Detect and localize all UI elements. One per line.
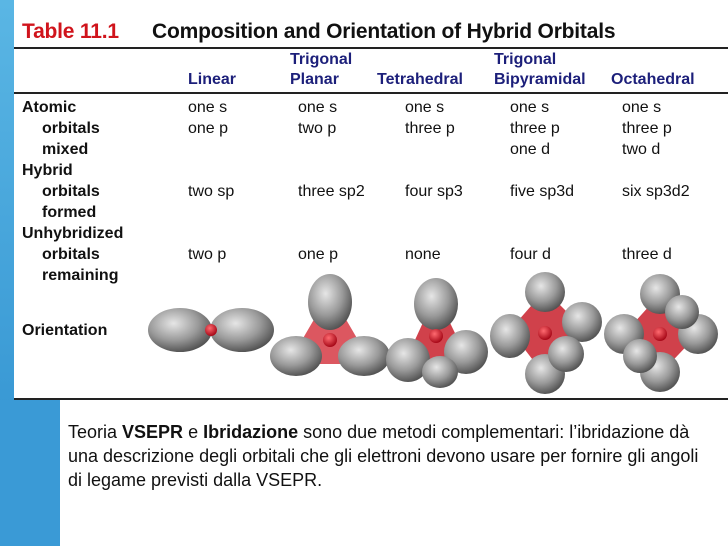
hybrid-trigonal-bipyramidal: five sp3d — [510, 183, 575, 200]
col-trigonal-planar-line2: Planar — [290, 71, 339, 88]
col-trigonal-bipyramidal-line2: Bipyramidal — [494, 71, 586, 88]
hybrid-tetrahedral: four sp3 — [405, 183, 463, 200]
hybrid-trigonal-planar: three sp2 — [298, 183, 365, 200]
col-trigonal-bipyramidal-line1: Trigonal — [494, 51, 557, 68]
unhybridized-linear: two p — [188, 246, 227, 263]
row-label-hybrid: Hybrid orbitals formed — [22, 162, 100, 221]
unhybridized-trigonal-bipyramidal: four d — [510, 246, 551, 263]
row-label-atomic: Atomic orbitals mixed — [22, 99, 100, 158]
hybrid-octahedral: six sp3d2 — [622, 183, 690, 200]
table-title: Composition and Orientation of Hybrid Orbitals — [152, 20, 616, 43]
explanatory-caption: Teoria VSEPR e Ibridazione sono due metodi complementari: l’ibridazione dà una descrizione degli orbitali che gli elettroni devono usare per fornire gli angoli di legame previsti dalla VSEPR. — [68, 422, 699, 490]
col-tetrahedral-header: Tetrahedral — [377, 71, 463, 88]
atomic-linear: one s one p — [188, 99, 229, 137]
bottom-accent-block — [0, 400, 60, 546]
tetrahedral-orbital-illustration — [386, 278, 488, 388]
hybrid-linear: two sp — [188, 183, 235, 200]
unhybridized-trigonal-planar: one p — [298, 246, 339, 263]
table-number: Table 11.1 — [22, 20, 119, 43]
term-vsepr: VSEPR — [122, 422, 184, 442]
col-trigonal-planar-line1: Trigonal — [290, 51, 353, 68]
row-label-unhybridized: Unhybridized orbitals remaining — [22, 225, 124, 284]
unhybridized-tetrahedral: none — [405, 246, 441, 263]
linear-orbital-illustration — [148, 308, 274, 352]
col-octahedral-header: Octahedral — [611, 71, 695, 88]
row-label-orientation: Orientation — [22, 322, 108, 339]
unhybridized-octahedral: three d — [622, 246, 672, 263]
table-bottom-rule — [14, 398, 728, 400]
trigonal-bipyramidal-orbital-illustration — [490, 272, 602, 394]
atomic-octahedral: one s three p two d — [622, 99, 672, 158]
octahedral-orbital-illustration — [604, 274, 718, 392]
term-ibridazione: Ibridazione — [203, 422, 299, 442]
atomic-tetrahedral: one s three p — [405, 99, 455, 137]
col-linear-header: Linear — [188, 71, 237, 88]
atomic-trigonal-bipyramidal: one s three p one d — [510, 99, 560, 158]
trigonal-planar-orbital-illustration — [270, 274, 390, 376]
atomic-trigonal-planar: one s two p — [298, 99, 338, 137]
